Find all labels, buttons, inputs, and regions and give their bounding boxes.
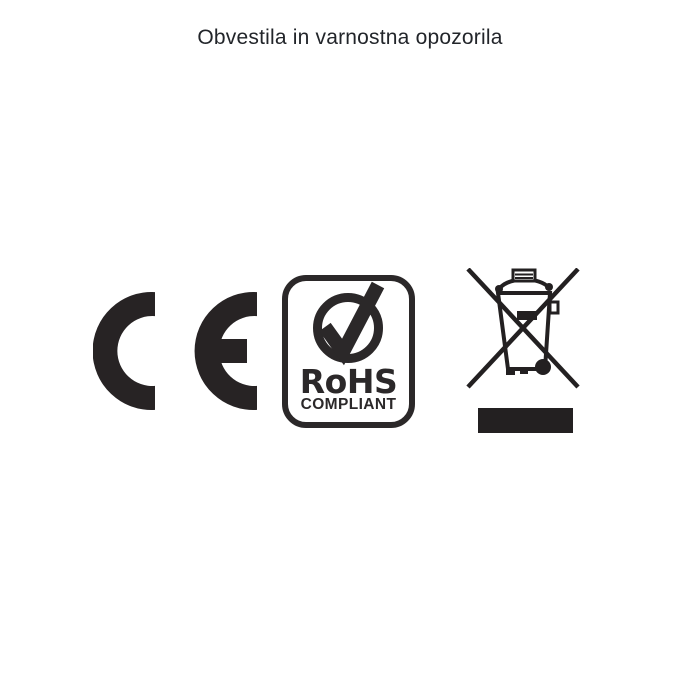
weee-mark — [465, 268, 581, 433]
page-title: Obvestila in varnostna opozorila — [197, 26, 503, 49]
weee-crossed-bin-icon — [465, 268, 581, 433]
rohs-label: RoHS — [299, 362, 398, 401]
rohs-compliant-label: COMPLIANT — [300, 396, 397, 413]
ce-mark-icon — [93, 292, 258, 410]
rohs-badge — [282, 275, 415, 428]
ce-mark — [93, 292, 258, 410]
